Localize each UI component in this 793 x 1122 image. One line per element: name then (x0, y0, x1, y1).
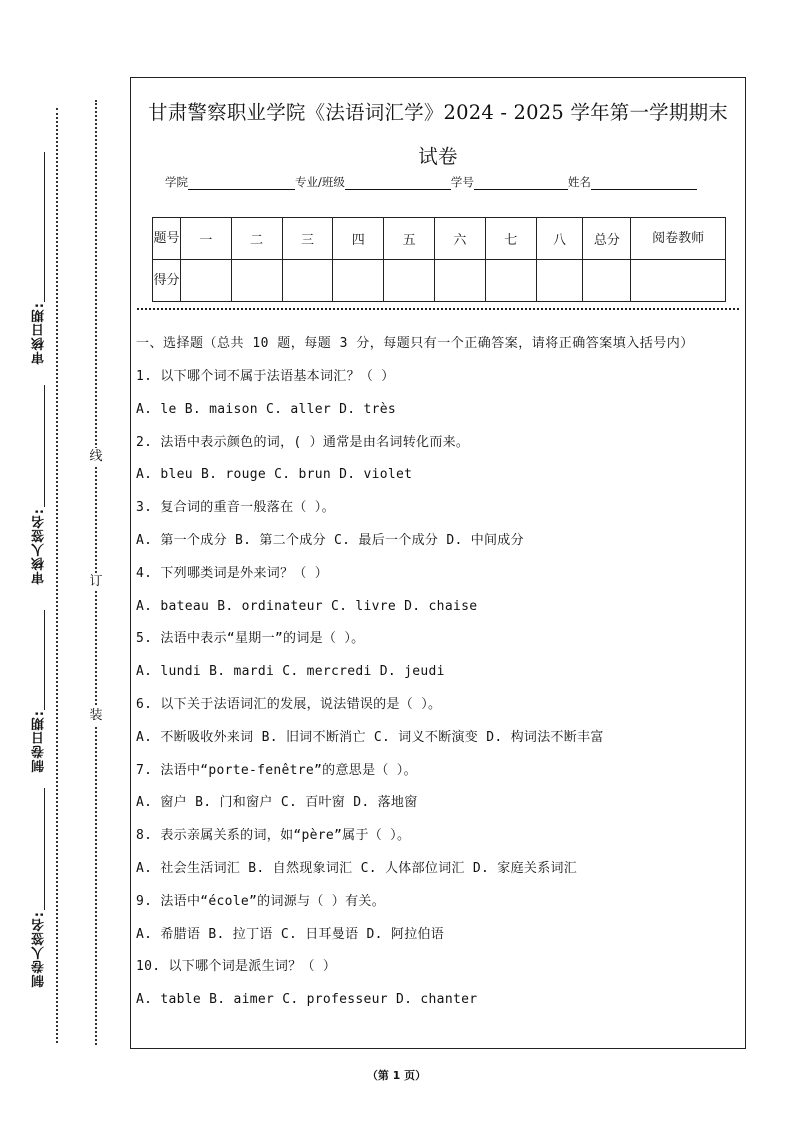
score-table-score-row (153, 260, 726, 302)
score-cell-1[interactable] (180, 260, 231, 302)
maker-sign-line (44, 788, 45, 910)
col-reviewer: 阅卷教师 (631, 218, 726, 260)
maker-sign-label: 制卷人签名: (32, 911, 47, 988)
options-3: A. 第一个成分 B. 第二个成分 C. 最后一个成分 D. 中间成分 (136, 532, 524, 548)
student-id-field[interactable] (474, 177, 568, 190)
question-7: 7. 法语中“porte-fenêtre”的意思是（ ）。 (136, 762, 417, 778)
options-5: A. lundi B. mardi C. mercredi D. jeudi (136, 664, 445, 680)
options-10: A. table B. aimer C. professeur D. chanter (136, 992, 478, 1008)
make-date-label: 制卷日期: (32, 710, 47, 773)
reviewer-sign-label: 审核人签名: (32, 508, 47, 585)
options-7: A. 窗户 B. 门和窗户 C. 百叶窗 D. 落地窗 (136, 795, 418, 811)
options-9: A. 希腊语 B. 拉丁语 C. 日耳曼语 D. 阿拉伯语 (136, 926, 445, 942)
score-cell-total[interactable] (583, 260, 631, 302)
question-1: 1. 以下哪个词不属于法语基本词汇？（ ） (136, 369, 395, 384)
question-5: 5. 法语中表示“星期一”的词是（ ）。 (136, 631, 365, 647)
section-1-heading: 一、选择题（总共 10 题，每题 3 分，每题只有一个正确答案，请将正确答案填入括号内） (136, 336, 694, 351)
options-2: A. bleu B. rouge C. brun D. violet (136, 467, 413, 483)
question-3: 3. 复合词的重音一般落在（ ）。 (136, 500, 335, 516)
exam-title-line1: 甘肃警察职业学院《法语词汇学》2024 - 2025 学年第一学期期末 (148, 101, 728, 124)
page-number: （第 1 页） (366, 1069, 427, 1082)
binding-dotted-line-outer (56, 108, 58, 1043)
review-date-label: 审核日期: (32, 302, 47, 365)
score-cell-8[interactable] (536, 260, 583, 302)
major-class-label: 专业/班级 (295, 175, 345, 189)
col-8: 八 (536, 218, 583, 260)
col-5: 五 (384, 218, 435, 260)
score-cell-reviewer[interactable] (631, 260, 726, 302)
score-cell-6[interactable] (434, 260, 485, 302)
question-number-label: 题号 (153, 218, 181, 260)
options-8: A. 社会生活词汇 B. 自然现象词汇 C. 人体部位词汇 D. 家庭关系词汇 (136, 860, 578, 876)
col-total: 总分 (583, 218, 631, 260)
make-date-line (44, 610, 45, 710)
score-cell-4[interactable] (333, 260, 384, 302)
student-info-row (165, 174, 697, 190)
score-cell-3[interactable] (282, 260, 333, 302)
major-class-field[interactable] (345, 177, 451, 190)
question-8: 8. 表示亲属关系的词，如“père”属于（ ）。 (136, 828, 411, 844)
col-6: 六 (434, 218, 485, 260)
score-table-header-row (153, 218, 726, 260)
name-label: 姓名 (567, 175, 591, 189)
exam-frame (130, 77, 746, 1049)
review-date-line (44, 152, 45, 302)
col-3: 三 (282, 218, 333, 260)
score-cell-2[interactable] (231, 260, 282, 302)
question-2: 2. 法语中表示颜色的词，( ）通常是由名词转化而来。 (136, 434, 470, 450)
exam-title-line2: 试卷 (418, 145, 458, 168)
student-id-label: 学号 (450, 175, 474, 189)
options-6: A. 不断吸收外来词 B. 旧词不断消亡 C. 词义不断演变 D. 构词法不断丰富 (136, 729, 604, 745)
question-6: 6. 以下关于法语词汇的发展，说法错误的是（ ）。 (136, 696, 442, 712)
college-label: 学院 (165, 175, 188, 189)
col-2: 二 (231, 218, 282, 260)
score-table (152, 217, 726, 302)
options-1: A. le B. maison C. aller D. très (136, 401, 397, 417)
bind-word-line: 线 (89, 449, 103, 464)
question-4: 4. 下列哪类词是外来词？（ ） (136, 565, 329, 581)
score-cell-7[interactable] (485, 260, 536, 302)
section-1 (136, 333, 739, 1022)
score-label: 得分 (153, 260, 181, 302)
college-field[interactable] (188, 177, 295, 190)
reviewer-sign-line (44, 385, 45, 507)
col-7: 七 (485, 218, 536, 260)
question-9: 9. 法语中“école”的词源与（ ）有关。 (136, 893, 385, 909)
score-cell-5[interactable] (384, 260, 435, 302)
col-4: 四 (333, 218, 384, 260)
options-4: A. bateau B. ordinateur C. livre D. chaise (136, 598, 478, 614)
exam-title (131, 91, 745, 179)
bind-word-bind: 装 (89, 708, 103, 723)
dotted-separator (137, 308, 739, 310)
col-1: 一 (180, 218, 231, 260)
question-10: 10. 以下哪个词是派生词？（ ） (136, 959, 337, 975)
bind-word-staple: 订 (89, 574, 103, 589)
name-field[interactable] (591, 177, 697, 190)
